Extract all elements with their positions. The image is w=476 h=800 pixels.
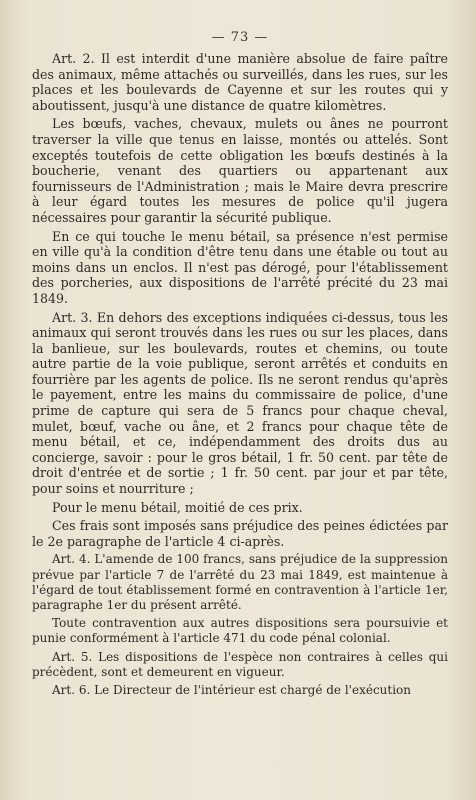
paragraph-art6: Art. 6. Le Directeur de l'intérieur est chargé de l'exécution [52,683,412,698]
paragraph-contravention: Toute contravention aux autres dispositions sera poursuivie et punie conformément à l'article 471 du code pénal colonial. [32,616,448,646]
paragraph-small-livestock: En ce qui touche le menu bétail, sa présence n'est permise en ville qu'à la condition d'être tenu dans une étable ou tout au moins dans un enclos. Il n'est pas dérogé, pour l'établissement des porcheries, aux dispositions de l'arrêté précité du 23 mai 1849. [32,228,448,306]
paragraph-art4: Art. 4. L'amende de 100 francs, sans préjudice de la suppression prévue par l'article 7 de l'arrêté du 23 mai 1849, est maintenue à l'égard de tout établissement formé en contravention à l'article 1er, paragraphe 1er du présent arrêté. [32,552,448,613]
page-number: — 73 — [211,30,269,45]
paragraph-livestock-transit: Les bœufs, vaches, chevaux, mulets ou ânes ne pourront traverser la ville que tenus en laisse, montés ou attelés. Sont exceptés toutefois de cette obligation les bœufs destinés à la boucherie, venant des quartiers ou appartenant aux fournisseurs de l'Administration ; mais le Maire devra prescrire à leur égard toutes les mesures de police qu'il jugera nécessaires pour garantir la sécurité publique. [32,116,448,225]
paragraph-small-livestock-fees: Pour le menu bétail, moitié de ces prix. [52,499,303,515]
paragraph-art3: Art. 3. En dehors des exceptions indiquées ci-dessus, tous les animaux qui seront trouvés dans les rues ou sur les places, dans la banlieue, sur les boulevards, routes et chemins, ou toute autre partie de la voie publique, seront arrêtés et conduits en fourrière par les agents de police. Ils ne seront rendus qu'après le payement, entre les mains du commissaire de police, d'une prime de capture qui sera de 5 francs pour chaque cheval, mulet, bœuf, vache ou âne, et 2 francs pour chaque tête de menu bétail, et ce, indépendamment des droits dus au concierge, savoir : pour le gros bétail, 1 fr. 50 cent. par tête de droit d'entrée et de sortie ; 1 fr. 50 cent. par jour et par tête, pour soins et nourriture ; [32,309,448,497]
paragraph-art2: Art. 2. Il est interdit d'une manière absolue de faire paître des animaux, même attachés ou surveillés, dans les rues, sur les places et les boulevards de Cayenne et sur les routes qui y aboutissent, jusqu'à une distance de quatre kilomètres. [32,51,448,113]
paragraph-art5: Art. 5. Les dispositions de l'espèce non contraires à celles qui précèdent, sont et demeurent en vigueur. [32,649,448,679]
paragraph-fees-penalties: Ces frais sont imposés sans préjudice des peines édictées par le 2e paragraphe de l'article 4 ci-après. [32,518,448,549]
